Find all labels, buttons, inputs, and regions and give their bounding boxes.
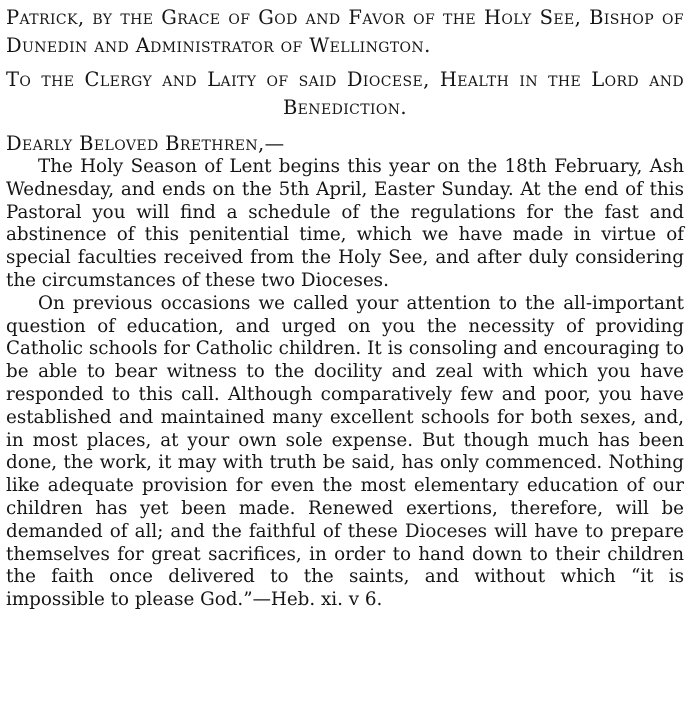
pastoral-heading-address: To the Clergy and Laity of said Diocese, Health in the Lord and Benediction. — [6, 68, 684, 119]
paragraph-education: On previous occasions we called your attention to the all-important question of education, and urged on you the necessity of providing Catholic schools for Catholic children. It is consoling and encouraging to be able to bear witness to the docility and zeal with which you have responded to this call. Although comparatively few and poor, you have established and maintained many excellent schools for both sexes, and, in most places, at your own sole expense. But though much has been done, the work, it may with truth be said, has only commenced. Nothing like adequate provision for even the most elementary education of our children has yet been made. Renewed exertions, therefore, will be demanded of all; and the faithful of these Dioceses will have to prepare themselves for great sacrifices, in order to hand down to their children the faith once delivered to the saints, and without which “it is impossible to please God.”—Heb. xi. v 6. — [6, 292, 684, 611]
pastoral-heading-title: Patrick, by the Grace of God and Favor of the Holy See, Bishop of Dunedin and Administrator of Wellington. — [6, 6, 684, 57]
paragraph-lent: The Holy Season of Lent begins this year on the 18th February, Ash Wednesday, and ends on the 5th April, Easter Sunday. At the end of this Pastoral you will find a schedule of the regulations for the fast and abstinence of this penitential time, which we have made in virtue of special faculties received from the Holy See, and after duly considering the circumstances of these two Dioceses. — [6, 156, 684, 291]
salutation: Dearly Beloved Brethren,— — [6, 132, 285, 155]
